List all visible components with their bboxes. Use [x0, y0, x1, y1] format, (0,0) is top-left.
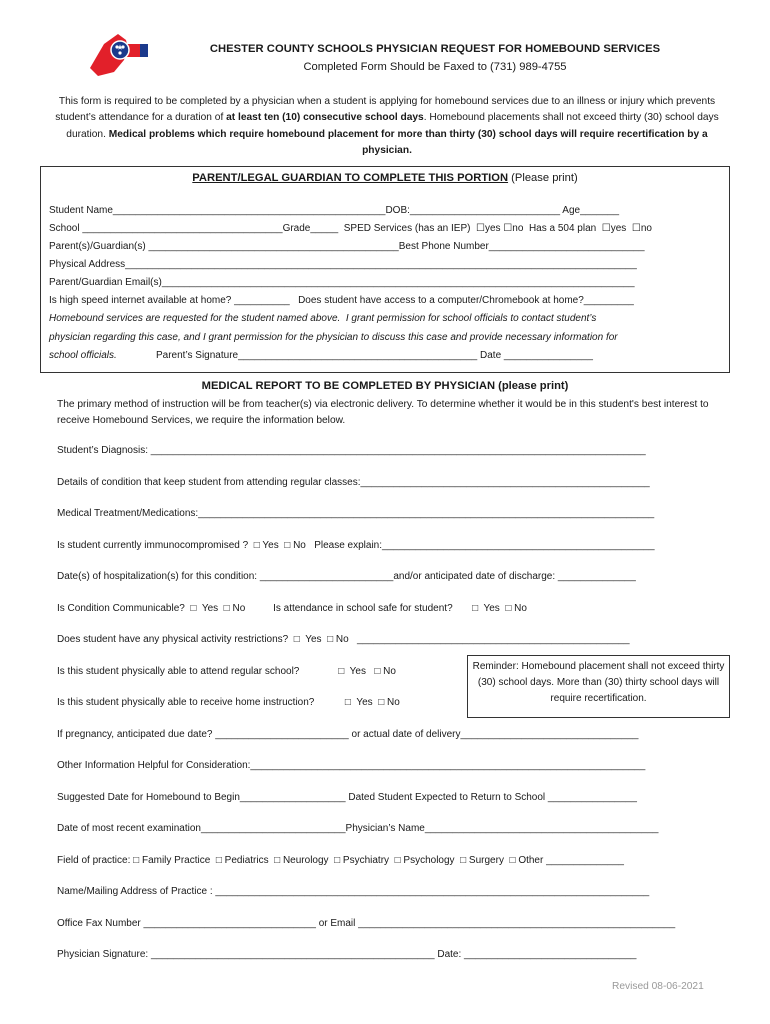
- other-info-field[interactable]: Other Information Helpful for Consideration:_______________________________________________________________________: [57, 760, 646, 771]
- parent-signature-line[interactable]: Parent’s Signature___________________________________________ Date ________________: [156, 350, 593, 361]
- tennessee-logo-icon: [84, 30, 150, 82]
- reminder-box: Reminder: Homebound placement shall not exceed thirty (30) school days. More than (30) thirty school days will require recertification.: [467, 655, 730, 718]
- diagnosis-field[interactable]: Student’s Diagnosis: _________________________________________________________________________________________: [57, 445, 646, 456]
- guardian-email-line[interactable]: Parent/Guardian Email(s)_____________________________________________________________________________________: [49, 277, 635, 288]
- parent-section-heading: [41, 172, 729, 184]
- form-title: CHESTER COUNTY SCHOOLS PHYSICIAN REQUEST FOR HOMEBOUND SERVICES: [209, 43, 661, 55]
- consent-text-1: Homebound services are requested for the student named above. I grant permission for school officials to contact student’s: [49, 313, 597, 324]
- revision-date: Revised 08-06-2021: [612, 981, 704, 992]
- intro-paragraph: [52, 94, 722, 160]
- intro-text-2: . Homebound placements shall not exceed thirty (30) school days duration.: [66, 112, 719, 140]
- fax-email-field[interactable]: Office Fax Number _______________________________ or Email _________________________________________________________: [57, 918, 676, 929]
- intro-text-1: This form is required to be completed by a physician when a student is applying for homebound services due to an illness or injury which prevents student’s attendance for a duration of: [55, 96, 716, 124]
- hospitalization-field[interactable]: Date(s) of hospitalization(s) for this condition: ________________________and/or anticipated date of discharge: ______________: [57, 571, 636, 582]
- intro-bold-2: Medical problems which require homebound placement for more than thirty (30) school days will require recertification by a physician.: [108, 128, 708, 157]
- physical-address-line[interactable]: Physical Address____________________________________________________________________________________________: [49, 259, 637, 270]
- home-instruction-field[interactable]: Is this student physically able to receive home instruction? □ Yes □ No: [57, 697, 400, 708]
- guardian-phone-line[interactable]: Parent(s)/Guardian(s) _____________________________________________Best Phone Number____________________________: [49, 241, 645, 252]
- exam-physician-field[interactable]: Date of most recent examination__________________________Physician’s Name__________________________________________: [57, 823, 659, 834]
- student-name-line[interactable]: Student Name_________________________________________________DOB:___________________________ Age_______: [49, 205, 619, 216]
- consent-text-3: school officials.: [49, 350, 117, 361]
- medical-intro: The primary method of instruction will be from teacher(s) via electronic delivery. To determine whether it would be in this student's best interest to receive Homebound Services, we require the information below.: [57, 399, 709, 427]
- fax-instruction: Completed Form Should be Faxed to (731) 989-4755: [303, 61, 567, 73]
- condition-details-field[interactable]: Details of condition that keep student from attending regular classes:____________________________________________________: [57, 477, 650, 488]
- activity-restrictions-field[interactable]: Does student have any physical activity restrictions? □ Yes □ No _________________________________________________: [57, 634, 630, 645]
- school-grade-line[interactable]: School ____________________________________Grade_____ SPED Services (has an IEP) ☐yes ☐no Has a 504 plan ☐yes ☐no: [49, 223, 652, 234]
- medical-section-heading: MEDICAL REPORT TO BE COMPLETED BY PHYSICIAN (please print): [201, 380, 569, 392]
- intro-bold-1: at least ten (10) consecutive school days: [226, 112, 424, 124]
- attend-school-field[interactable]: Is this student physically able to attend regular school? □ Yes □ No: [57, 666, 396, 677]
- treatment-field[interactable]: Medical Treatment/Medications:__________________________________________________________________________________: [57, 508, 655, 519]
- pregnancy-field[interactable]: If pregnancy, anticipated due date? ________________________ or actual date of delivery________________________________: [57, 729, 639, 740]
- internet-access-line[interactable]: Is high speed internet available at home? __________ Does student have access to a computer/Chromebook at home?_________: [49, 295, 634, 306]
- consent-text-2: physician regarding this case, and I grant permission for the physician to discuss this case and provide necessary information for: [49, 332, 618, 343]
- parent-heading-text: PARENT/LEGAL GUARDIAN TO COMPLETE THIS PORTION: [192, 172, 509, 184]
- parent-heading-note: (Please print): [508, 172, 578, 184]
- physician-signature-field[interactable]: Physician Signature: ___________________________________________________ Date: _______________________________: [57, 949, 637, 960]
- field-of-practice[interactable]: Field of practice: □ Family Practice □ Pediatrics □ Neurology □ Psychiatry □ Psychology □ Surgery □ Other ______________: [57, 855, 624, 866]
- suggested-date-field[interactable]: Suggested Date for Homebound to Begin___________________ Dated Student Expected to Return to School ________________: [57, 792, 637, 803]
- immunocompromised-field[interactable]: Is student currently immunocompromised ? □ Yes □ No Please explain:_________________________________________________: [57, 540, 655, 551]
- practice-address-field[interactable]: Name/Mailing Address of Practice : ______________________________________________________________________________: [57, 886, 650, 897]
- communicable-field[interactable]: Is Condition Communicable? □ Yes □ No Is attendance in school safe for student? □ Yes □ No: [57, 603, 527, 614]
